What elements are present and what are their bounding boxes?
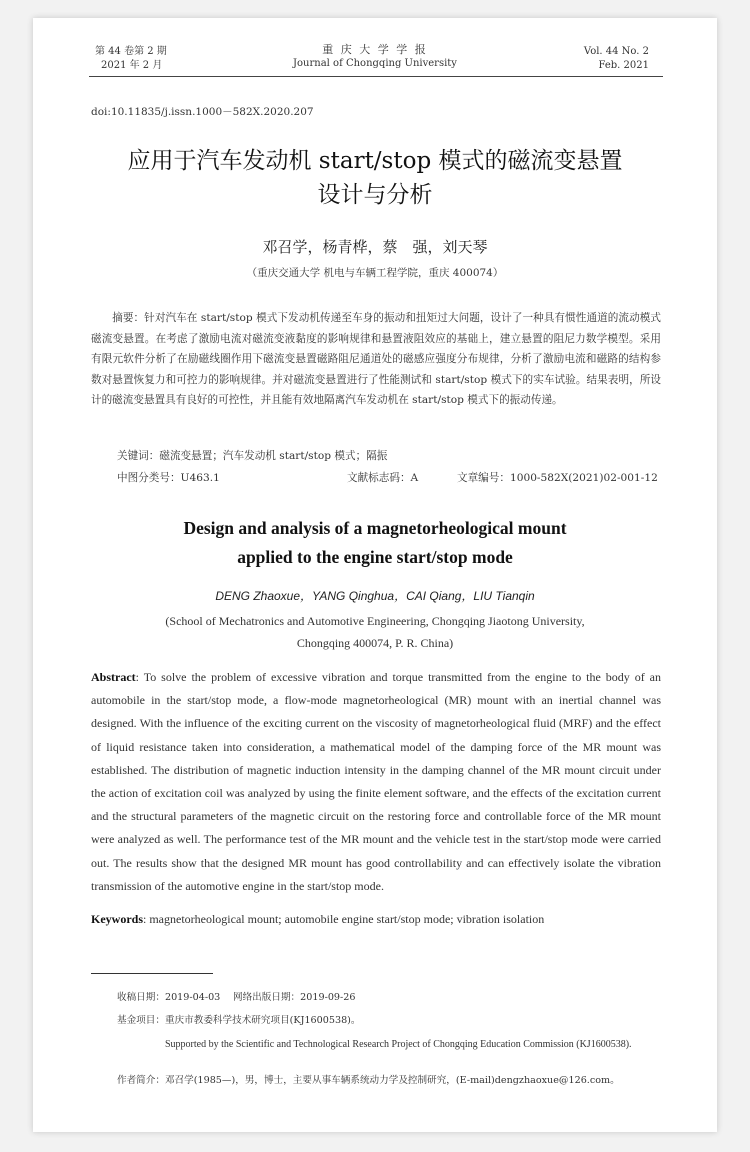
affiliation-cn: （重庆交通大学 机电与车辆工程学院，重庆 400074） xyxy=(246,267,504,279)
received-date: 收稿日期：2019-04-03 xyxy=(117,992,221,1003)
footnote-author-bio: 作者简介：邓召学(1985—)，男，博士，主要从事车辆系统动力学及控制研究，(E-mail)dengzhaoxue@126.com。 xyxy=(117,1075,620,1086)
issue-info-en xyxy=(584,45,649,73)
keywords-en xyxy=(91,912,661,927)
title-cn-line2: 设计与分析 xyxy=(317,182,433,208)
affiliation-en-line1: (School of Mechatronics and Automotive Engineering, Chongqing Jiaotong University, xyxy=(165,614,585,628)
online-date: 网络出版日期：2019-09-26 xyxy=(233,992,356,1003)
authors-en: DENG Zhaoxue，YANG Qinghua，CAI Qiang，LIU Tianqin xyxy=(215,589,535,603)
title-en-line2: applied to the engine start/stop mode xyxy=(237,547,513,567)
journal-page xyxy=(33,18,717,1132)
volume-issue-cn: 第 44 卷第 2 期 xyxy=(95,46,167,57)
journal-name-cn: 重 庆 大 学 学 报 xyxy=(322,43,428,56)
header-divider xyxy=(89,76,663,77)
document-code: 文献标志码：A xyxy=(347,472,419,484)
volume-issue-en: Vol. 44 No. 2 xyxy=(583,46,649,57)
abstract-en-label: Abstract xyxy=(91,670,136,684)
footnote-divider xyxy=(91,973,213,974)
title-en xyxy=(33,514,717,572)
abstract-cn: 摘要：针对汽车在 start/stop 模式下发动机传递至车身的振动和扭矩过大问题，设计了一种具有惯性通道的流动模式磁流变悬置。在考虑了激励电流对磁流变液黏度的影响规律和悬置液阻效应的基础上，建立悬置的阻尼力数学模型。采用有限元软件分析了在励磁线圈作用下磁流变悬置磁路阻尼通道处的磁感应强度分布规律，分析了激励电流和磁路的结构参数对悬置恢复力和可控力的影响规律。并对磁流变悬置进行了性能测试和 start/stop 模式下的实车试验。结果表明，所设计的磁流变悬置具有良好的可控性，并且能有效地隔离汽车发动机在 start/stop 模式下的振动传递。 xyxy=(91,312,661,406)
doi[interactable]: doi:10.11835/j.issn.1000－582X.2020.207 xyxy=(91,106,314,118)
date-cn: 2021 年 2 月 xyxy=(101,60,163,71)
title-cn-line1: 应用于汽车发动机 start/stop 模式的磁流变悬置 xyxy=(127,148,623,174)
keywords-en-text: : magnetorheological mount; automobile engine start/stop mode; vibration isolation xyxy=(143,912,545,926)
footnote-fund-cn: 基金项目：重庆市教委科学技术研究项目(KJ1600538)。 xyxy=(117,1015,361,1026)
title-cn xyxy=(33,144,717,212)
abstract-en-text: : To solve the problem of excessive vibration and torque transmitted from the engine to the body of an automobile in the start/stop mode, a flow-mode magnetorheological (MR) mount with an inertial channel was designed. With the influence of the exciting current on the viscosity of magnetorheological fluid (MRF) and the effect of liquid resistance taken into consideration, a mathematical model of the damping force of the MR mount was established. The distribution of magnetic induction intensity in the damping channel of the MR mount circuit under the action of excitation coil was analyzed by using the finite element software, and the effects of the excitation current and the structural parameters of the magnetic circuit on the restoring force and controllable force of the MR mount were analyzed as well. The performance test of the MR mount and the vehicle test in the start/stop mode were carried out. The results show that the designed MR mount has good controllability and can effectively isolate the vibration transmission of the automotive engine in the start/stop mode. xyxy=(91,670,661,893)
article-number: 文章编号：1000-582X(2021)02-001-12 xyxy=(457,472,658,484)
title-en-line1: Design and analysis of a magnetorheological mount xyxy=(183,518,567,538)
abstract-en xyxy=(91,666,661,898)
keywords-cn: 关键词：磁流变悬置；汽车发动机 start/stop 模式；隔振 xyxy=(117,450,388,462)
footnote-fund-en: Supported by the Scientific and Technological Research Project of Chongqing Education Commission (KJ1600538). xyxy=(165,1039,632,1050)
date-en: Feb. 2021 xyxy=(598,60,649,71)
affiliation-en xyxy=(33,610,717,654)
journal-name-en: Journal of Chongqing University xyxy=(293,58,457,69)
keywords-en-label: Keywords xyxy=(91,912,143,926)
authors-cn: 邓召学，杨青桦，蔡 强，刘天琴 xyxy=(262,238,488,256)
affiliation-en-line2: Chongqing 400074, P. R. China) xyxy=(296,636,454,650)
clc-number: 中图分类号：U463.1 xyxy=(117,472,220,484)
